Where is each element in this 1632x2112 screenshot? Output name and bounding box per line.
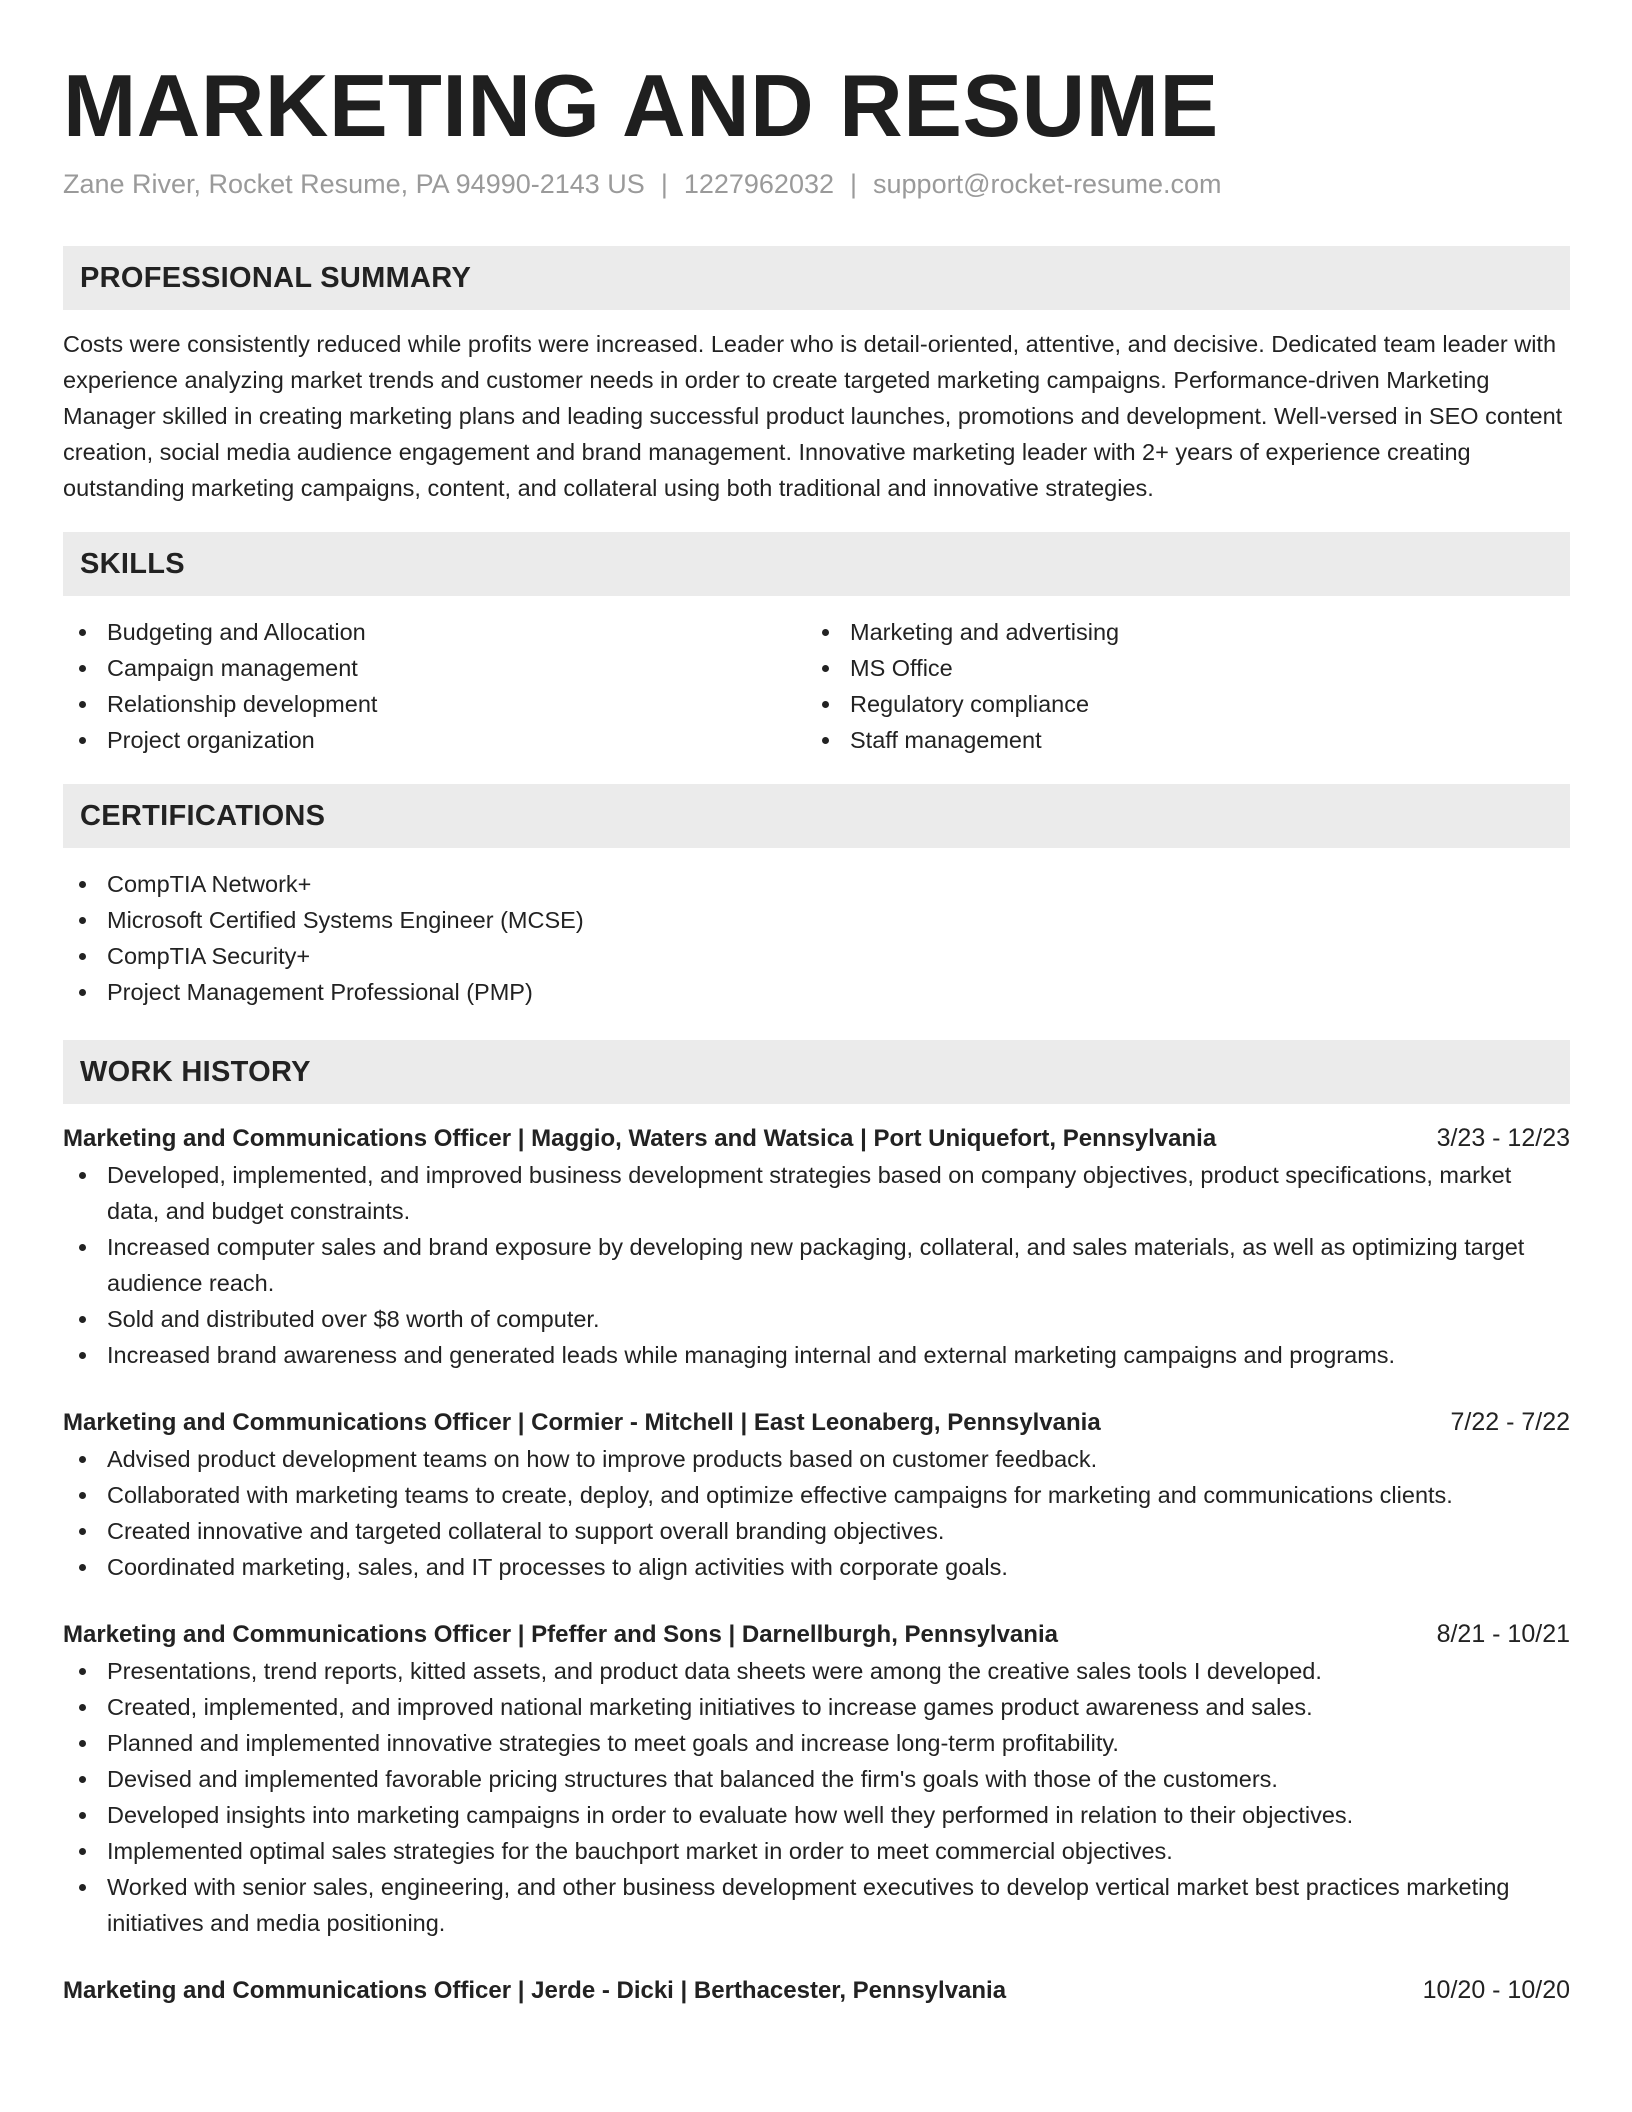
work-section-header: [63, 1040, 1570, 1104]
job-bullet: Developed insights into marketing campaigns in order to evaluate how well they performed in relation to their objectives.: [63, 1797, 1570, 1833]
certifications-title: CERTIFICATIONS: [80, 799, 326, 832]
summary-title: PROFESSIONAL SUMMARY: [80, 261, 472, 294]
job-dates: 7/22 - 7/22: [1450, 1408, 1570, 1436]
skills-right-list: [806, 614, 1549, 758]
job-bullets: [63, 1653, 1570, 1941]
job-bullet: Advised product development teams on how to improve products based on customer feedback.: [63, 1441, 1570, 1477]
job-bullet: Sold and distributed over $8 worth of computer.: [63, 1301, 1570, 1337]
job-dates: 8/21 - 10/21: [1436, 1620, 1570, 1648]
job-entry: [63, 1404, 1570, 1585]
resume-page: [63, 56, 1570, 2009]
contact-line: [63, 166, 1570, 202]
skills-title: SKILLS: [80, 547, 185, 580]
job-bullets: [63, 1157, 1570, 1373]
job-dates: 3/23 - 12/23: [1436, 1124, 1570, 1152]
resume-name: MARKETING AND RESUME: [63, 56, 1219, 155]
skill-item: Project organization: [63, 722, 806, 758]
job-entry: [63, 1972, 1570, 2009]
job-bullet: Created innovative and targeted collateral to support overall branding objectives.: [63, 1513, 1570, 1549]
job-header: [63, 1120, 1570, 1157]
skills-grid: [63, 614, 1570, 758]
job-bullet: Developed, implemented, and improved business development strategies based on company objectives, product specifications, market data, and budget constraints.: [63, 1157, 1570, 1229]
job-bullet: Planned and implemented innovative strategies to meet goals and increase long-term profitability.: [63, 1725, 1570, 1761]
job-heading: Marketing and Communications Officer | Pfeffer and Sons | Darnellburgh, Pennsylvania: [63, 1621, 1058, 1648]
job-heading: Marketing and Communications Officer | Jerde - Dicki | Berthacester, Pennsylvania: [63, 1977, 1007, 2004]
skills-section-header: [63, 532, 1570, 596]
certifications-list: [63, 866, 1570, 1010]
job-bullet: Increased computer sales and brand exposure by developing new packaging, collateral, and sales materials, as well as optimizing target audience reach.: [63, 1229, 1570, 1301]
contact-phone: 1227962032: [683, 169, 834, 199]
contact-address: Zane River, Rocket Resume, PA 94990-2143 US: [63, 169, 645, 199]
certification-item: CompTIA Security+: [63, 938, 1570, 974]
skill-item: Budgeting and Allocation: [63, 614, 806, 650]
job-header: [63, 1972, 1570, 2009]
job-bullet: Created, implemented, and improved national marketing initiatives to increase games product awareness and sales.: [63, 1689, 1570, 1725]
skill-item: Regulatory compliance: [806, 686, 1549, 722]
certifications-section-header: [63, 784, 1570, 848]
skill-item: Staff management: [806, 722, 1549, 758]
contact-separator: |: [850, 169, 858, 199]
job-entry: [63, 1616, 1570, 1941]
job-dates: 10/20 - 10/20: [1422, 1976, 1570, 2004]
skill-item: Campaign management: [63, 650, 806, 686]
job-bullet: Implemented optimal sales strategies for the bauchport market in order to meet commercial objectives.: [63, 1833, 1570, 1869]
certification-item: Microsoft Certified Systems Engineer (MCSE): [63, 902, 1570, 938]
certification-item: CompTIA Network+: [63, 866, 1570, 902]
summary-text: Costs were consistently reduced while profits were increased. Leader who is detail-oriented, attentive, and decisive. Dedicated team leader with experience analyzing market trends and customer needs in order to create targeted marketing campaigns. Performance-driven Marketing Manager skilled in creating marketing plans and leading successful product launches, promotions and development. Well-versed in SEO content creation, social media audience engagement and brand management. Innovative marketing leader with 2+ years of experience creating outstanding marketing campaigns, content, and collateral using both traditional and innovative strategies.: [63, 331, 1563, 501]
job-heading: Marketing and Communications Officer | Maggio, Waters and Watsica | Port Uniquefort, Pennsylvania: [63, 1125, 1217, 1152]
contact-separator: |: [660, 169, 668, 199]
job-entry: [63, 1120, 1570, 1373]
job-heading: Marketing and Communications Officer | Cormier - Mitchell | East Leonaberg, Pennsylvania: [63, 1409, 1101, 1436]
skills-left-list: [63, 614, 806, 758]
job-header: [63, 1616, 1570, 1653]
skill-item: Relationship development: [63, 686, 806, 722]
contact-email: support@rocket-resume.com: [873, 169, 1222, 199]
work-title: WORK HISTORY: [80, 1055, 311, 1088]
skill-item: MS Office: [806, 650, 1549, 686]
summary-section-header: [63, 246, 1570, 310]
job-header: [63, 1404, 1570, 1441]
job-bullet: Coordinated marketing, sales, and IT processes to align activities with corporate goals.: [63, 1549, 1570, 1585]
job-bullet: Presentations, trend reports, kitted assets, and product data sheets were among the creative sales tools I developed.: [63, 1653, 1570, 1689]
skill-item: Marketing and advertising: [806, 614, 1549, 650]
job-bullets: [63, 1441, 1570, 1585]
job-bullet: Worked with senior sales, engineering, and other business development executives to develop vertical market best practices marketing initiatives and media positioning.: [63, 1869, 1570, 1941]
certification-item: Project Management Professional (PMP): [63, 974, 1570, 1010]
job-bullet: Collaborated with marketing teams to create, deploy, and optimize effective campaigns for marketing and communications clients.: [63, 1477, 1570, 1513]
job-bullet: Devised and implemented favorable pricing structures that balanced the firm's goals with those of the customers.: [63, 1761, 1570, 1797]
job-bullet: Increased brand awareness and generated leads while managing internal and external marketing campaigns and programs.: [63, 1337, 1570, 1373]
